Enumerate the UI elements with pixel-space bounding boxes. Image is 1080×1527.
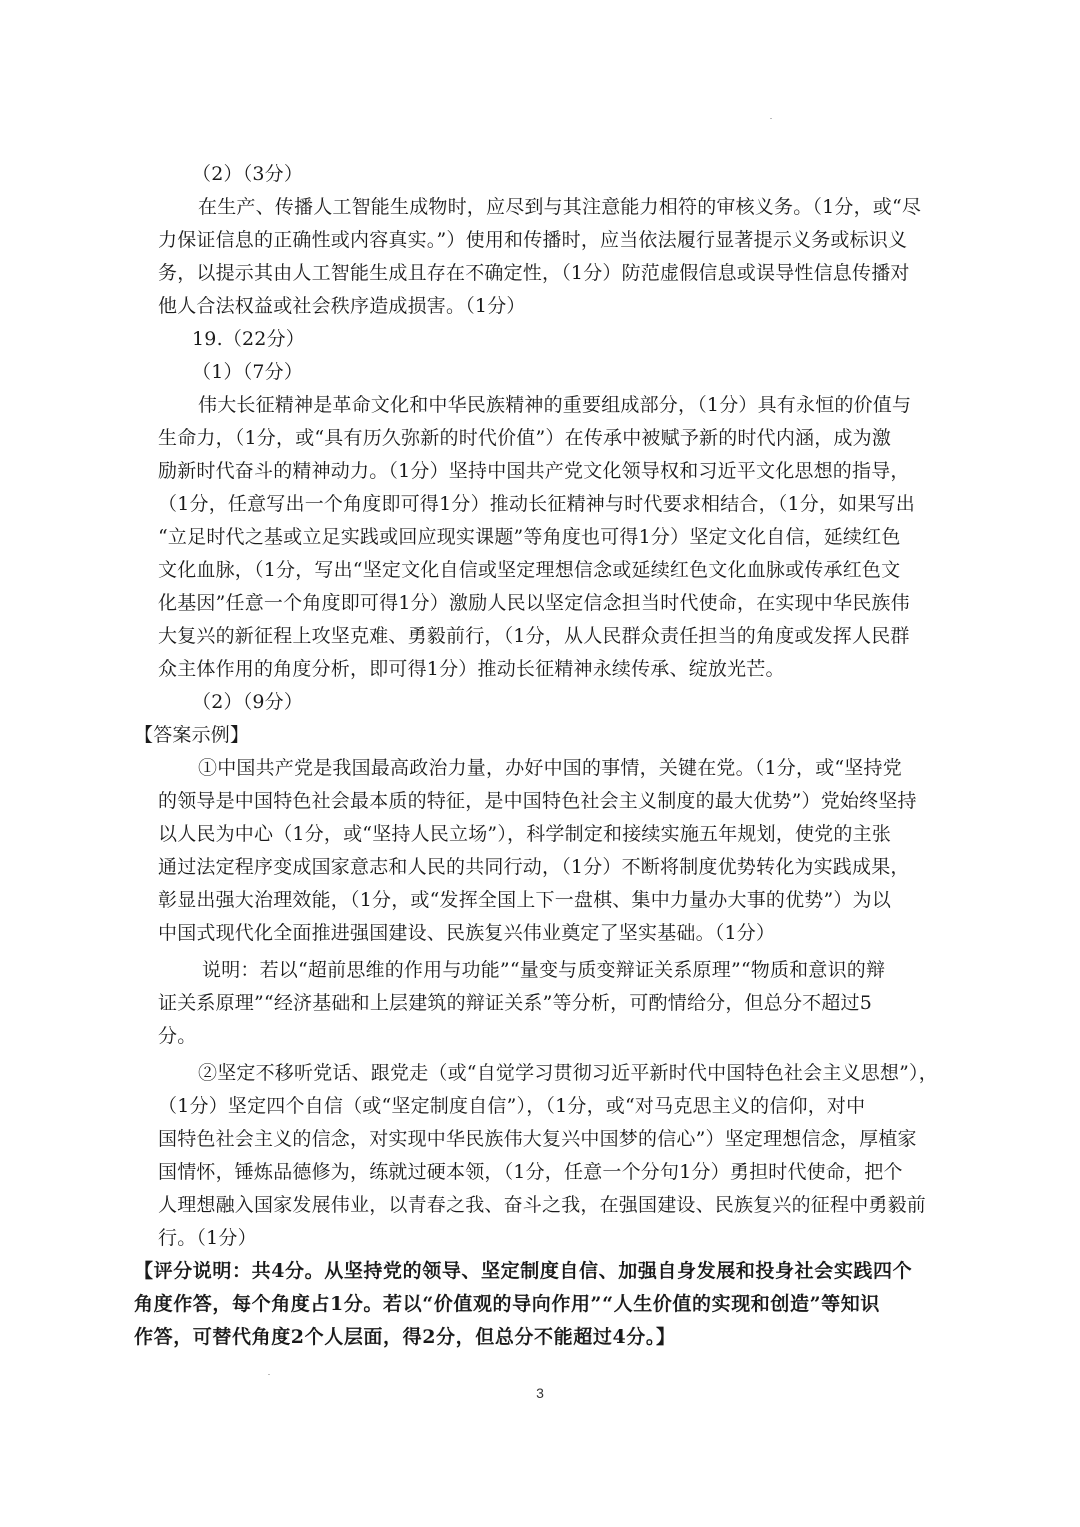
subquestion-heading: （2）（9分） [192,691,304,713]
answer-paragraph-line: 在生产、传播人工智能生成物时，应尽到与其注意能力相符的审核义务。（1分，或“尽 [198,196,922,218]
question-heading: 19.（22分） [192,328,305,350]
answer-point-2-line: 行。（1分） [158,1227,257,1249]
explanation-note-line: 分。 [158,1025,197,1047]
answer-paragraph-line: 化基因”任意一个角度即可得1分）激励人民以坚定信念担当时代使命，在实现中华民族伟 [158,592,910,614]
scan-speck [770,118,772,119]
scoring-note-line: 【评分说明：共4分。从坚持党的领导、坚定制度自信、加强自身发展和投身社会实践四个 [134,1260,913,1282]
answer-point-1-line: ①中国共产党是我国最高政治力量，办好中国的事情，关键在党。（1分，或“坚持党 [198,757,902,779]
scoring-note-line: 作答，可替代角度2个人层面，得2分，但总分不能超过4分。】 [134,1326,676,1348]
answer-point-2-line: （1分）坚定四个自信（或“坚定制度自信”），（1分，或“对马克思主义的信仰，对中 [158,1095,866,1117]
scoring-note-line: 角度作答，每个角度占1分。若以“价值观的导向作用”“人生价值的实现和创造”等知识 [134,1293,880,1315]
document-body [134,158,938,1354]
answer-paragraph-line: 务，以提示其由人工智能生成且存在不确定性，（1分）防范虚假信息或误导性信息传播对 [158,262,910,284]
answer-example-heading: 【答案示例】 [134,724,250,746]
answer-point-2-line: 国情怀，锤炼品德修为，练就过硬本领，（1分，任意一个分句1分）勇担时代使命，把个 [158,1161,903,1183]
answer-paragraph-line: 大复兴的新征程上攻坚克难、勇毅前行，（1分，从人民群众责任担当的角度或发挥人民群 [158,625,910,647]
answer-paragraph-line: 励新时代奋斗的精神动力。（1分）坚持中国共产党文化领导权和习近平文化思想的指导， [158,460,910,482]
answer-point-1-line: 彰显出强大治理效能，（1分，或“发挥全国上下一盘棋、集中力量办大事的优势”）为以 [158,889,892,911]
answer-point-2-line: 人理想融入国家发展伟业，以青春之我、奋斗之我，在强国建设、民族复兴的征程中勇毅前 [158,1194,927,1216]
answer-point-1-line: 的领导是中国特色社会最本质的特征，是中国特色社会主义制度的最大优势”）党始终坚持 [158,790,917,812]
answer-point-1-line: 中国式现代化全面推进强国建设、民族复兴伟业奠定了坚实基础。（1分） [158,922,776,944]
explanation-note-line: 证关系原理”“经济基础和上层建筑的辩证关系”等分析，可酌情给分，但总分不超过5 [158,992,873,1014]
scan-speck [268,1374,270,1375]
answer-paragraph-line: （1分，任意写出一个角度即可得1分）推动长征精神与时代要求相结合，（1分，如果写出 [158,493,915,515]
answer-paragraph-line: 众主体作用的角度分析，即可得1分）推动长征精神永续传承、绽放光芒。 [158,658,785,680]
page-number: 3 [536,1385,544,1401]
subquestion-heading: （2）（3分） [192,163,304,185]
answer-paragraph-line: “立足时代之基或立足实践或回应现实课题”等角度也可得1分）坚定文化自信，延续红色 [158,526,901,548]
answer-paragraph-line: 伟大长征精神是革命文化和中华民族精神的重要组成部分，（1分）具有永恒的价值与 [198,394,912,416]
answer-point-2-line: ②坚定不移听党话、跟党走（或“自觉学习贯彻习近平新时代中国特色社会主义思想”）， [198,1062,938,1084]
answer-point-1-line: 通过法定程序变成国家意志和人民的共同行动，（1分）不断将制度优势转化为实践成果， [158,856,910,878]
answer-point-1-line: 以人民为中心（1分，或“坚持人民立场”），科学制定和接续实施五年规划，使党的主张 [158,823,892,845]
subquestion-heading: （1）（7分） [192,361,304,383]
answer-point-2-line: 国特色社会主义的信念，对实现中华民族伟大复兴中国梦的信心”）坚定理想信念，厚植家 [158,1128,917,1150]
answer-paragraph-line: 力保证信息的正确性或内容真实。”）使用和传播时，应当依法履行显著提示义务或标识义 [158,229,908,251]
answer-paragraph-line: 文化血脉，（1分，写出“坚定文化自信或坚定理想信念或延续红色文化血脉或传承红色文 [158,559,901,581]
explanation-note-line: 说明：若以“超前思维的作用与功能”“量变与质变辩证关系原理”“物质和意识的辩 [202,959,886,981]
answer-paragraph-line: 生命力，（1分，或“具有历久弥新的时代价值”）在传承中被赋予新的时代内涵，成为激 [158,427,892,449]
answer-paragraph-line: 他人合法权益或社会秩序造成损害。（1分） [158,295,526,317]
